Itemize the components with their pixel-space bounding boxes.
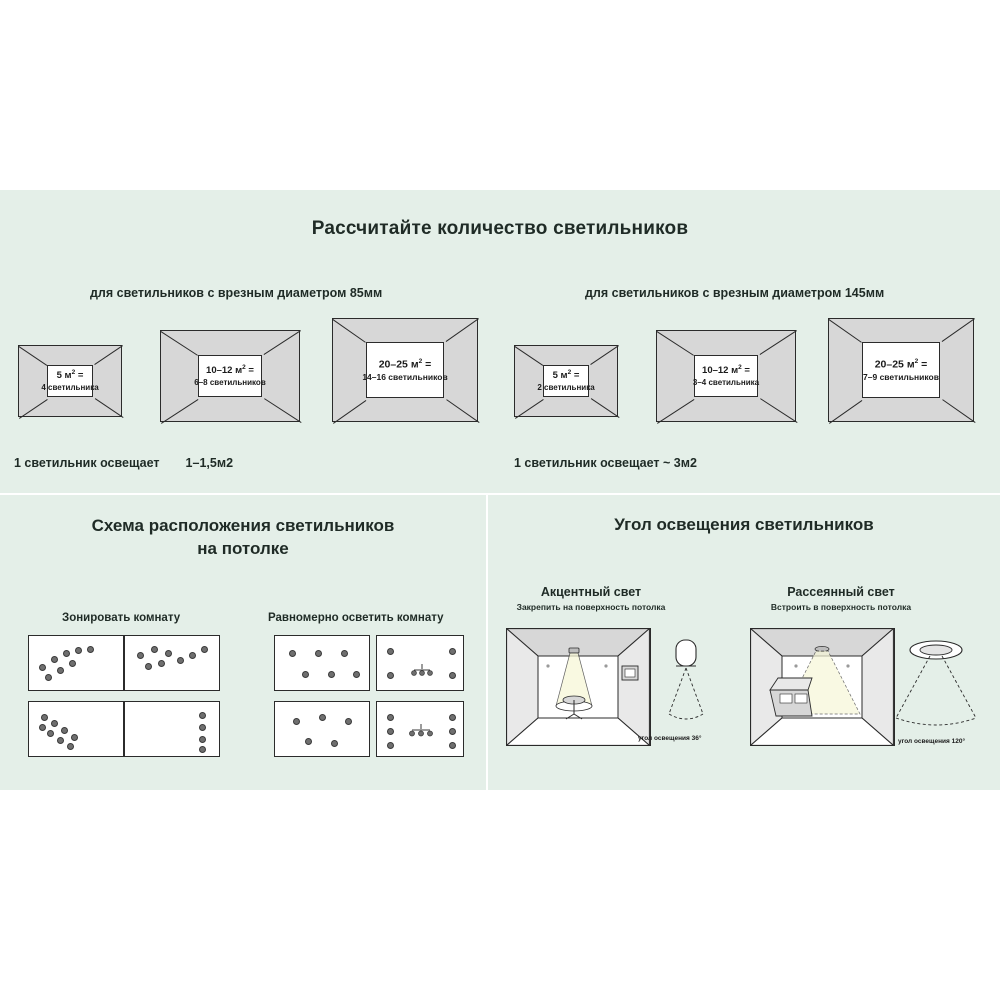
page-title: Рассчитайте количество светильников — [311, 218, 689, 239]
room-count-label: 7–9 светильников — [863, 371, 939, 382]
ceiling-plan-even-1 — [274, 635, 370, 691]
chandelier-icon — [409, 724, 427, 736]
room-count-label: 2 светильника — [537, 382, 595, 392]
heading-85mm: для светильников с врезным диаметром 85мм — [90, 286, 383, 300]
diffuse-light-heading: Рассеянный свет Встроить в поверхность потолка — [770, 585, 912, 612]
room-diagram-145-medium — [656, 330, 796, 422]
room-area-label: 5 $м^2$ = — [56, 369, 84, 382]
zoning-label: Зонировать комнату — [62, 612, 181, 624]
ceiling-plan-even-3 — [274, 701, 370, 757]
ceiling-plan-even-2 — [376, 635, 464, 691]
horizontal-divider — [0, 493, 1000, 495]
ceiling-plan-zoning-4 — [124, 701, 220, 757]
room-area-label: 10–12 $м^2$ = — [206, 364, 254, 377]
room-diagram-85-large — [332, 318, 478, 422]
ceiling-plan-zoning-1 — [28, 635, 124, 691]
room-area-label: 20–25 $м^2$ = — [378, 357, 432, 371]
accent-lamp-beam — [655, 638, 717, 728]
heading-145mm: для светильников с врезным диаметром 145мм — [585, 286, 885, 300]
angle-section-title: Угол освещения светильников — [614, 515, 874, 534]
vertical-divider — [486, 493, 488, 790]
ceiling-plan-zoning-2 — [124, 635, 220, 691]
room-count-label: 4 светильника — [41, 382, 99, 392]
infographic-panel — [0, 190, 1000, 790]
ceiling-plan-even-4 — [376, 701, 464, 757]
room-area-label: 5 $м^2$ = — [552, 369, 580, 382]
room-diagram-145-small — [514, 345, 618, 417]
accent-room-illustration — [506, 628, 651, 746]
diffuse-angle-label: угол освещения 120° — [898, 738, 966, 745]
note-85mm: 1 светильник освещает 1–1,5м2 — [14, 456, 234, 470]
accent-light-heading: Акцентный свет Закрепить на поверхность потолка — [516, 585, 666, 612]
room-diagram-85-medium — [160, 330, 300, 422]
room-diagram-85-small — [18, 345, 122, 417]
room-count-label: 3–4 светильника — [692, 377, 760, 387]
diffuse-lamp-beam — [890, 638, 982, 734]
room-count-label: 14–16 светильников — [362, 371, 448, 382]
ceiling-plan-zoning-3 — [28, 701, 124, 757]
accent-angle-label: угол освещения 36° — [638, 735, 702, 742]
room-diagram-145-large — [828, 318, 974, 422]
even-light-label: Равномерно осветить комнату — [268, 612, 444, 624]
diffuse-room-illustration — [750, 628, 895, 746]
chandelier-icon — [411, 664, 429, 676]
room-area-label: 10–12 $м^2$ = — [702, 364, 750, 377]
room-count-label: 6–8 светильников — [194, 377, 266, 387]
room-area-label: 20–25 $м^2$ = — [874, 357, 928, 371]
layout-section-title: Схема расположения светильников на потолке — [91, 516, 395, 558]
note-145mm: 1 светильник освещает ~ 3м2 — [514, 456, 697, 470]
